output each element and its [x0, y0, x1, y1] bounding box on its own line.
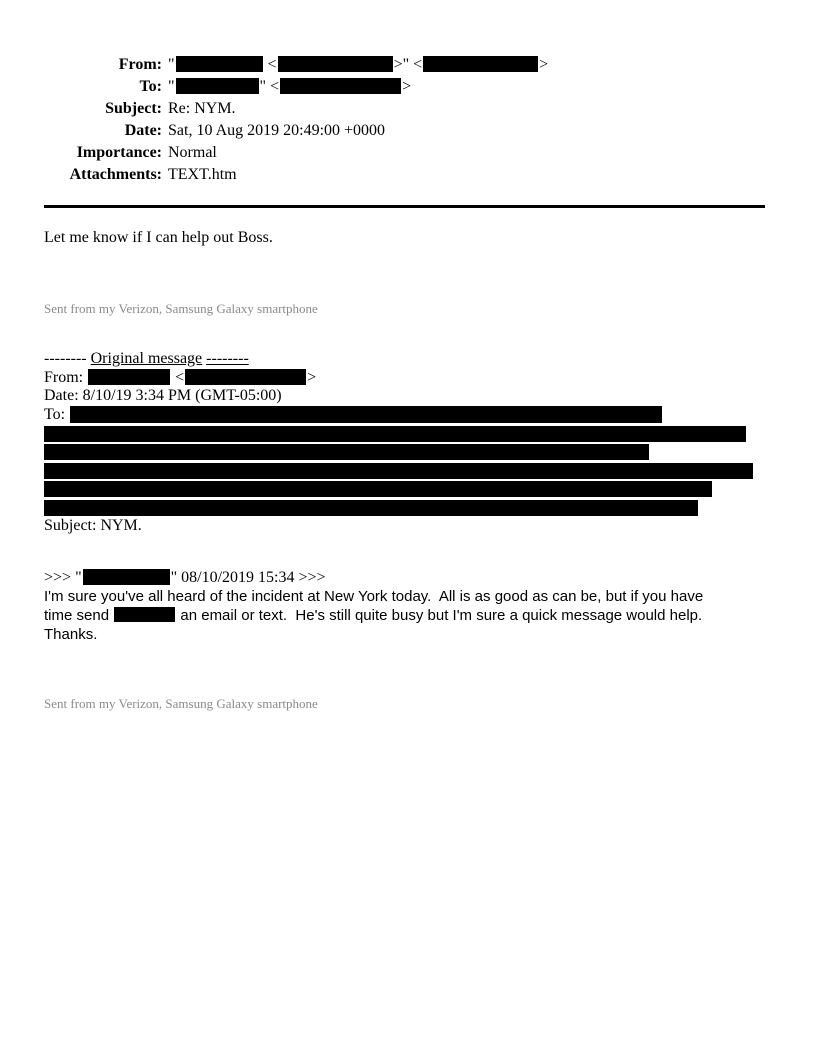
- quoted-reply-header: [44, 568, 765, 587]
- quote-body-line-2-before: time send: [44, 607, 114, 624]
- redacted-line: [44, 480, 765, 499]
- message-body-line: Let me know if I can help out Boss.: [44, 229, 273, 246]
- divider-right-dashes: --------: [206, 350, 249, 367]
- redaction-bar: [44, 444, 649, 460]
- importance-value: Normal: [168, 144, 217, 161]
- original-message-block: [44, 350, 765, 535]
- redaction-bar: [88, 369, 170, 385]
- redaction-bar: [44, 500, 698, 516]
- attachments-label: Attachments:: [69, 166, 162, 183]
- original-from-prefix: From:: [44, 368, 88, 386]
- redaction-bar: [278, 56, 393, 72]
- to-sep-1: " <: [259, 78, 280, 95]
- header-row-importance: [44, 142, 765, 164]
- redacted-line: [44, 424, 765, 443]
- redaction-bar: [114, 607, 175, 622]
- divider-left-dashes: --------: [44, 350, 91, 367]
- redaction-bar: [185, 369, 306, 385]
- from-sep-2: >" <: [393, 56, 423, 73]
- quote-header-prefix: >>> ": [44, 569, 82, 586]
- original-from-suffix: >: [307, 368, 317, 386]
- quote-body-line-2-after: an email or text. He's still quite busy but I'm sure a quick message would help.: [176, 607, 703, 624]
- redaction-bar: [44, 426, 746, 442]
- header-row-attachments: [44, 164, 765, 186]
- original-to-prefix: To:: [44, 405, 70, 423]
- quote-header-suffix: " 08/10/2019 15:34 >>>: [170, 569, 326, 586]
- redaction-bar: [280, 78, 401, 94]
- redaction-bar: [44, 481, 712, 497]
- quoted-reply-block: [44, 568, 765, 712]
- header-row-date: [44, 120, 765, 142]
- from-open-quote: ": [168, 56, 175, 73]
- header-row-to: [44, 76, 765, 98]
- date-label: Date:: [124, 122, 162, 139]
- quoted-reply-body: [44, 587, 765, 644]
- original-from-line: [44, 369, 765, 388]
- importance-label: Importance:: [76, 144, 162, 161]
- mobile-signature-line: Sent from my Verizon, Samsung Galaxy smartphone: [44, 301, 318, 316]
- header-divider-rule: [44, 205, 765, 208]
- to-sep-2: >: [402, 78, 412, 95]
- redaction-bar: [176, 56, 263, 72]
- redaction-bar: [176, 78, 259, 94]
- header-row-subject: [44, 98, 765, 120]
- mobile-signature-line-2: Sent from my Verizon, Samsung Galaxy smartphone: [44, 696, 318, 711]
- original-subject-line: Subject: NYM.: [44, 516, 142, 534]
- from-label: From:: [118, 56, 162, 73]
- redaction-bar: [423, 56, 538, 72]
- redacted-line: [44, 443, 765, 462]
- date-value: Sat, 10 Aug 2019 20:49:00 +0000: [168, 122, 386, 139]
- divider-title: Original message: [90, 350, 203, 367]
- quote-body-line-1: I'm sure you've all heard of the incident at New York today. All is as good as can be, but if you have: [44, 588, 704, 605]
- header-row-from: [44, 54, 765, 76]
- attachments-value: TEXT.htm: [168, 166, 237, 183]
- email-header: [44, 54, 765, 186]
- redacted-line: [44, 498, 765, 517]
- redaction-bar: [83, 569, 170, 585]
- to-label: To:: [139, 78, 162, 95]
- from-value: [168, 54, 548, 76]
- original-message-divider: [44, 350, 765, 369]
- from-sep-3: >: [539, 56, 549, 73]
- to-open-quote: ": [168, 78, 175, 95]
- subject-value: Re: NYM.: [168, 100, 236, 117]
- original-date-line: Date: 8/10/19 3:34 PM (GMT-05:00): [44, 387, 282, 404]
- redacted-line: [44, 461, 765, 480]
- from-sep-1: <: [263, 56, 277, 73]
- original-from-mid: <: [171, 368, 185, 386]
- subject-label: Subject:: [105, 100, 162, 117]
- original-to-line: [44, 406, 765, 425]
- quote-body-line-3: Thanks.: [44, 626, 98, 643]
- redaction-bar: [70, 406, 662, 423]
- to-value: [168, 76, 411, 98]
- redaction-bar: [44, 463, 753, 479]
